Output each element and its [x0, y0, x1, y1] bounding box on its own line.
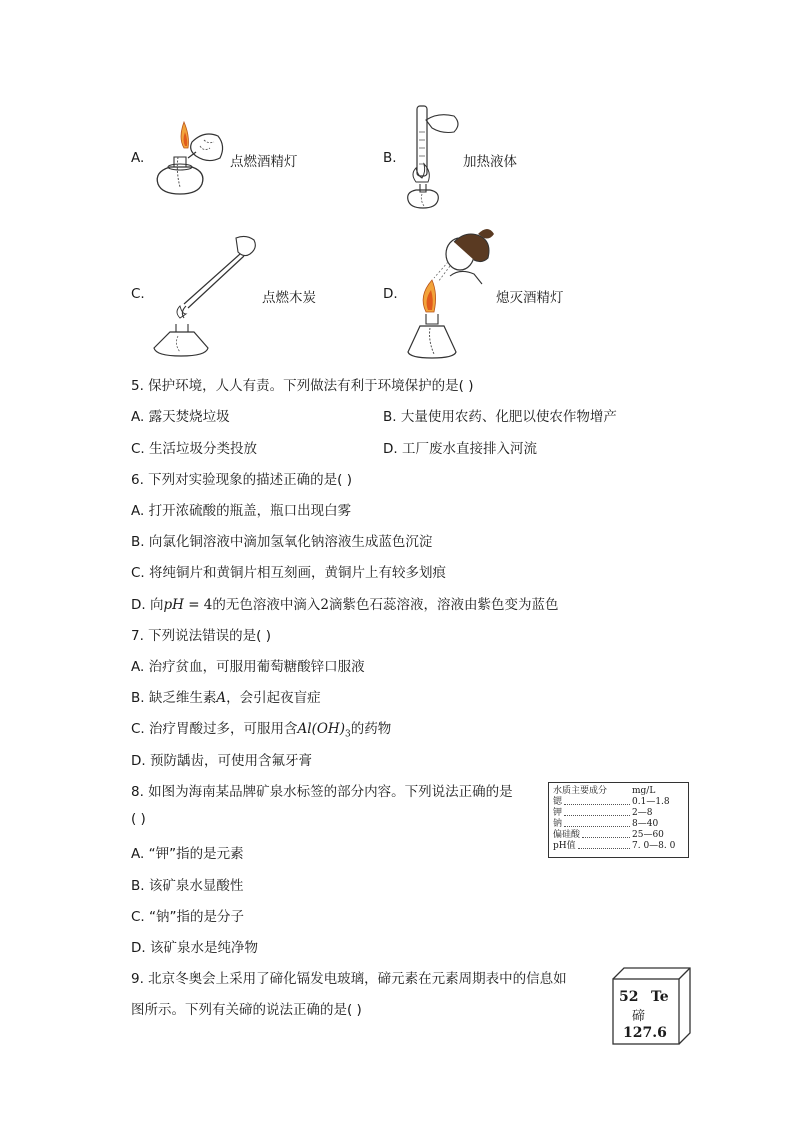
q5-option-c: C. 生活垃圾分类投放 — [131, 441, 258, 457]
label-header: 水质主要成分 mg/L — [553, 786, 656, 796]
q6-option-c: C. 将纯铜片和黄铜片相互刻画，黄铜片上有较多划痕 — [131, 565, 447, 581]
option-c-letter: C. — [131, 286, 145, 302]
element-symbol: Te — [651, 989, 669, 1005]
extinguishing-alcohol-lamp-illustration — [404, 224, 496, 364]
q5-stem: 5. 保护环境，人人有责。下列做法有利于环境保护的是( ) — [131, 378, 474, 394]
option-a-caption: 点燃酒精灯 — [230, 154, 298, 170]
lighting-charcoal-illustration — [150, 232, 265, 362]
label-row: 锶 0.1—1.8 — [553, 797, 670, 807]
option-b-caption: 加热液体 — [463, 154, 517, 170]
label-row: 钾 2—8 — [553, 808, 653, 818]
q6-stem: 6. 下列对实验现象的描述正确的是( ) — [131, 472, 352, 488]
q8-option-b: B. 该矿泉水显酸性 — [131, 878, 244, 894]
q6-option-d: D. 向pH = 4的无色溶液中滴入2滴紫色石蕊溶液，溶液由紫色变为蓝色 — [131, 597, 559, 613]
q9-line1: 9. 北京冬奥会上采用了碲化镉发电玻璃，碲元素在元素周期表中的信息如 — [131, 971, 567, 987]
element-mass: 127.6 — [623, 1025, 667, 1041]
option-a-letter: A. — [131, 150, 145, 166]
q7-stem: 7. 下列说法错误的是( ) — [131, 628, 271, 644]
label-row: 偏硅酸 25—60 — [553, 830, 664, 840]
element-atomic-number: 52 — [619, 989, 639, 1005]
element-name: 碲 — [632, 1009, 646, 1024]
q7-option-d: D. 预防龋齿，可使用含氟牙膏 — [131, 753, 312, 769]
q5-option-a: A. 露天焚烧垃圾 — [131, 409, 230, 425]
q8-stem: 8. 如图为海南某品牌矿泉水标签的部分内容。下列说法正确的是 — [131, 784, 513, 800]
q8-option-d: D. 该矿泉水是纯净物 — [131, 940, 258, 956]
q6-option-b: B. 向氯化铜溶液中滴加氢氧化钠溶液生成蓝色沉淀 — [131, 534, 433, 550]
option-b-letter: B. — [383, 150, 397, 166]
q7-option-b: B. 缺乏维生素A，会引起夜盲症 — [131, 690, 321, 706]
q8-option-a: A. “钾”指的是元素 — [131, 846, 244, 862]
option-c-caption: 点燃木炭 — [262, 290, 316, 306]
lighting-alcohol-lamp-illustration — [148, 112, 228, 202]
q8-paren: ( ) — [131, 811, 146, 827]
q7-option-a: A. 治疗贫血，可服用葡萄糖酸锌口服液 — [131, 659, 365, 675]
q5-option-d: D. 工厂废水直接排入河流 — [383, 441, 537, 457]
option-d-caption: 熄灭酒精灯 — [496, 290, 564, 306]
q7-option-c: C. 治疗胃酸过多，可服用含$Al(OH)_3$的药物 — [131, 721, 392, 740]
q8-option-c: C. “钠”指的是分子 — [131, 909, 244, 925]
label-row: pH值 7. 0—8. 0 — [553, 841, 676, 851]
heating-liquid-illustration — [402, 102, 466, 217]
q5-option-b: B. 大量使用农药、化肥以使农作物增产 — [383, 409, 617, 425]
mineral-water-label — [548, 782, 689, 858]
q9-line2: 图所示。下列有关碲的说法正确的是( ) — [131, 1002, 362, 1018]
q6-option-a: A. 打开浓硫酸的瓶盖，瓶口出现白雾 — [131, 503, 352, 519]
label-row: 钠 8—40 — [553, 819, 659, 829]
option-d-letter: D. — [383, 286, 398, 302]
